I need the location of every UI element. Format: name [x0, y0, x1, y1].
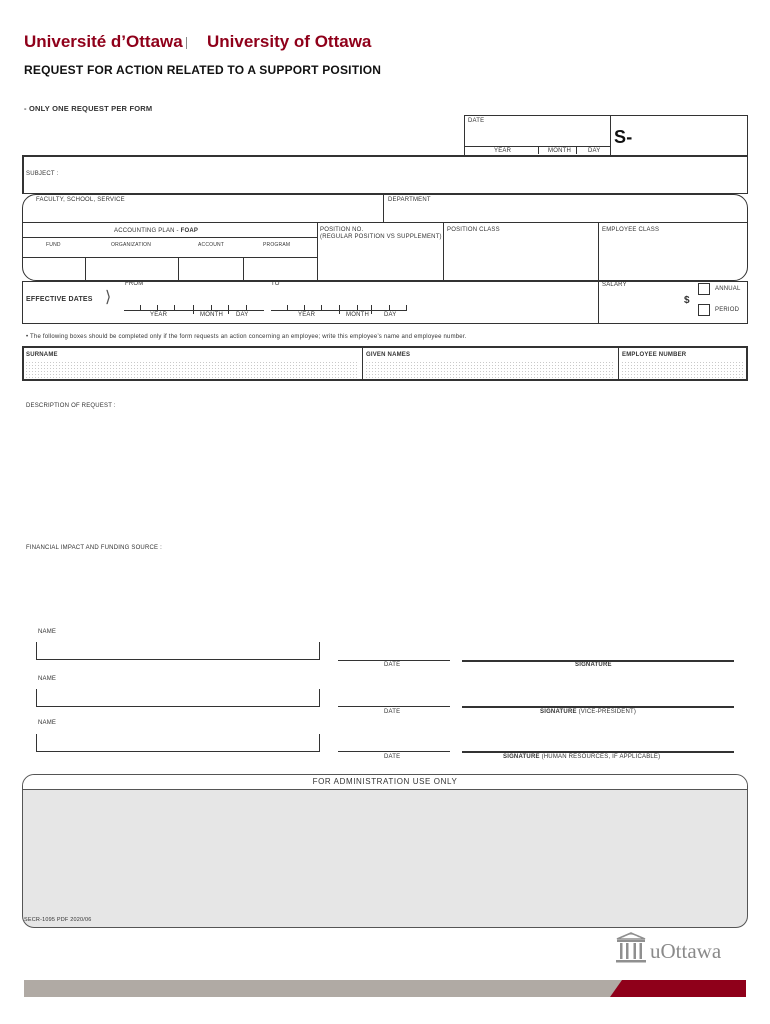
signature-1-date-label: DATE: [384, 662, 401, 668]
form-code: SECR-1095 PDF 2020/06: [24, 917, 92, 923]
signature-3-label: SIGNATURE (HUMAN RESOURCES, IF APPLICABLE): [503, 754, 661, 760]
signature-2-label: SIGNATURE (VICE-PRESIDENT): [540, 709, 637, 715]
date-day-label: DAY: [588, 148, 601, 154]
from-month-label: MONTH: [200, 312, 223, 318]
salary-input[interactable]: [602, 290, 692, 320]
from-label: FROM: [125, 281, 144, 287]
one-request-notice: - ONLY ONE REQUEST PER FORM: [24, 104, 153, 113]
annual-label: ANNUAL: [715, 286, 741, 292]
form-title: REQUEST FOR ACTION RELATED TO A SUPPORT POSITION: [24, 63, 382, 77]
position-no-label: POSITION NO. (REGULAR POSITION VS SUPPLEMENT): [320, 227, 442, 240]
to-month-label: MONTH: [346, 312, 369, 318]
effective-bracket: ⟩: [105, 289, 112, 306]
description-label: DESCRIPTION OF REQUEST :: [26, 403, 116, 409]
university-name-fr: Université d’Ottawa: [24, 32, 183, 51]
signature-2-name-label: NAME: [38, 676, 57, 682]
period-label: PERIOD: [715, 307, 740, 313]
s-prefix: S-: [614, 127, 633, 147]
annual-checkbox[interactable]: [698, 283, 710, 295]
signature-2-date-label: DATE: [384, 709, 401, 715]
uottawa-building-icon: [615, 931, 647, 965]
signature-3-name-input[interactable]: [36, 734, 320, 752]
signature-1-name-label: NAME: [38, 629, 57, 635]
header-separator: [186, 37, 187, 49]
dollar-sign: $: [684, 295, 690, 306]
given-names-input[interactable]: [365, 361, 615, 378]
admin-label: FOR ADMINISTRATION USE ONLY: [312, 777, 458, 786]
to-day-label: DAY: [384, 312, 397, 318]
foap-account-label: ACCOUNT: [198, 242, 225, 248]
university-name-en: University of Ottawa: [207, 32, 372, 51]
foap-program-input[interactable]: [244, 258, 316, 280]
to-year-label: YEAR: [298, 312, 316, 318]
date-month-label: MONTH: [548, 148, 571, 154]
foap-fund-label: FUND: [46, 242, 61, 248]
given-names-label: GIVEN NAMES: [366, 352, 411, 358]
position-class-label: POSITION CLASS: [447, 227, 500, 233]
foap-organization-input[interactable]: [86, 258, 177, 280]
signature-1-label: SIGNATURE: [575, 662, 612, 668]
salary-label: SALARY: [602, 282, 627, 288]
signature-2-name-input[interactable]: [36, 689, 320, 707]
signature-3-name-label: NAME: [38, 720, 57, 726]
from-day-label: DAY: [236, 312, 249, 318]
foap-organization-label: ORGANIZATION: [111, 242, 152, 248]
foap-title: ACCOUNTING PLAN - FOAP: [114, 228, 199, 234]
department-label: DEPARTMENT: [388, 197, 431, 203]
employee-number-input[interactable]: [621, 361, 745, 378]
employee-number-label: EMPLOYEE NUMBER: [622, 352, 687, 358]
signature-1-name-input[interactable]: [36, 642, 320, 660]
subject-label: SUBJECT :: [26, 171, 59, 177]
footer-bar: [24, 980, 746, 997]
date-label: DATE: [468, 118, 485, 124]
surname-label: SURNAME: [26, 352, 58, 358]
foap-account-input[interactable]: [179, 258, 242, 280]
foap-fund-input[interactable]: [24, 258, 84, 280]
date-year-label: YEAR: [494, 148, 512, 154]
surname-input[interactable]: [25, 361, 359, 378]
employee-note: • The following boxes should be completed only if the form requests an action concerning an employee; write this employee’s name and employee number.: [26, 334, 467, 340]
from-date-input[interactable]: [124, 291, 264, 311]
admin-section[interactable]: [22, 774, 748, 928]
effective-dates-label: EFFECTIVE DATES: [26, 296, 93, 303]
period-checkbox[interactable]: [698, 304, 710, 316]
description-input[interactable]: [24, 414, 746, 540]
employee-class-label: EMPLOYEE CLASS: [602, 227, 660, 233]
faculty-label: FACULTY, SCHOOL, SERVICE: [36, 197, 125, 203]
uottawa-logo-text: uOttawa: [650, 939, 722, 963]
financial-impact-label: FINANCIAL IMPACT AND FUNDING SOURCE :: [26, 545, 162, 551]
signature-3-date-label: DATE: [384, 754, 401, 760]
subject-field[interactable]: [22, 155, 748, 194]
from-year-label: YEAR: [150, 312, 168, 318]
to-label: TO: [271, 281, 280, 287]
foap-program-label: PROGRAM: [263, 242, 291, 248]
financial-impact-input[interactable]: [24, 556, 746, 622]
